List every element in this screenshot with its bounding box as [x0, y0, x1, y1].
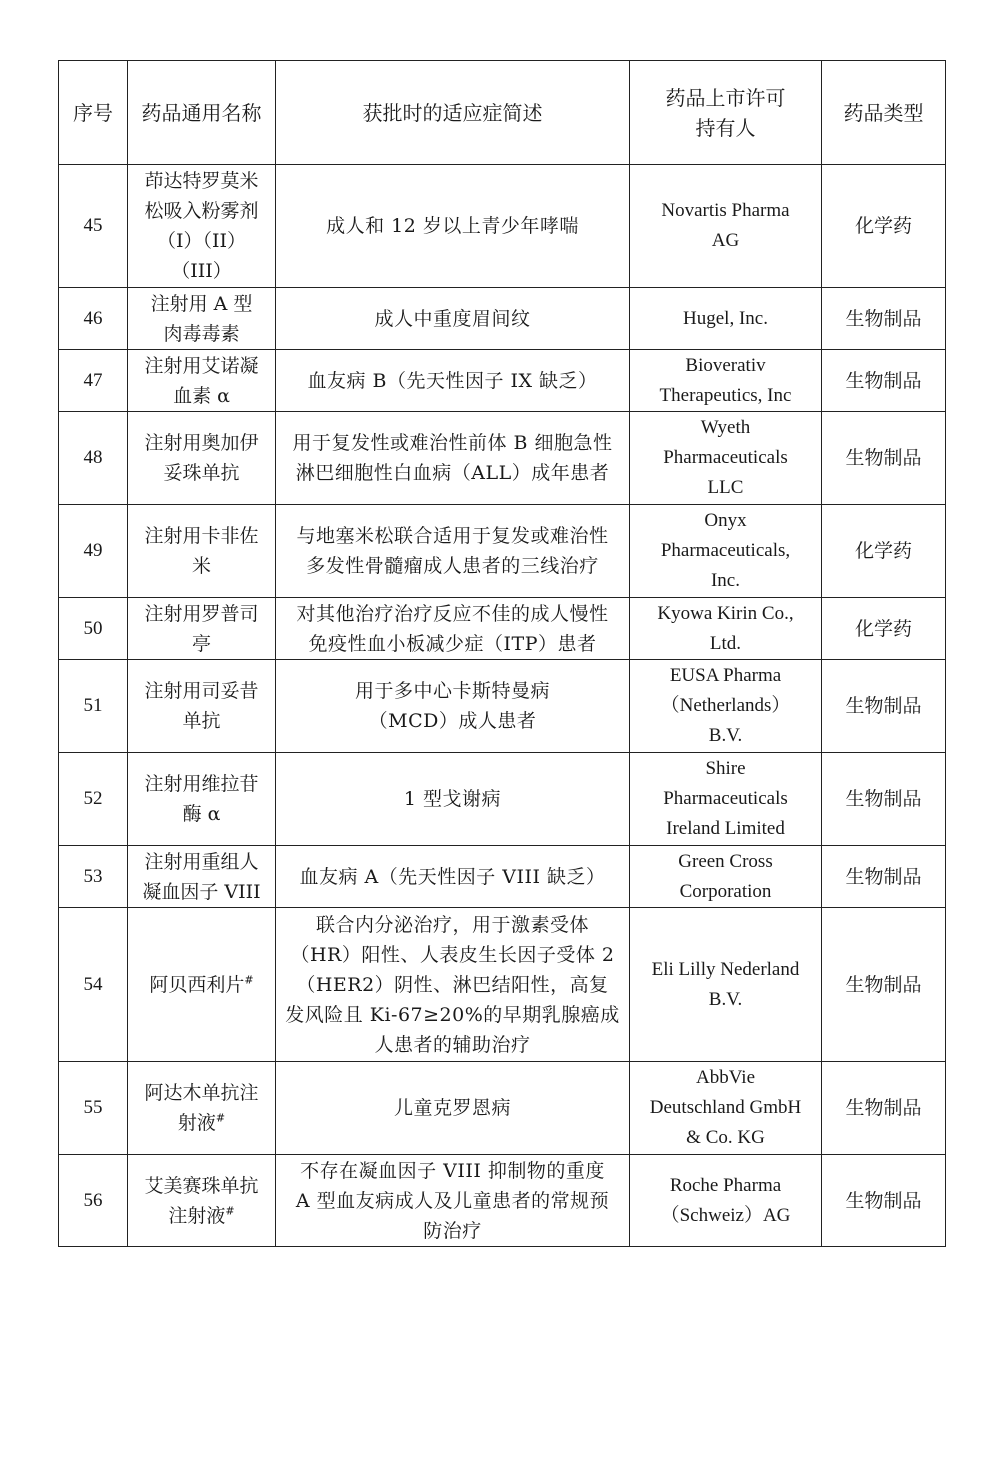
cell-drug-name-text: 注射用艾诺凝 血素 α	[144, 354, 259, 407]
cell-type-text: 生物制品	[845, 865, 922, 888]
cell-indication-text: 用于多中心卡斯特曼病 （MCD）成人患者	[354, 680, 550, 732]
cell-drug-name	[128, 288, 276, 350]
cell-no-text: 56	[83, 1189, 103, 1211]
cell-holder-text: Eli Lilly Nederland B.V.	[651, 958, 800, 1010]
cell-holder	[630, 598, 822, 660]
header-row	[59, 61, 946, 165]
cell-type	[822, 753, 946, 846]
cell-type	[822, 598, 946, 660]
cell-holder-text: Green Cross Corporation	[678, 850, 773, 902]
cell-no-text: 47	[83, 369, 103, 391]
cell-drug-name-text: 艾美赛珠单抗 注射液	[144, 1174, 259, 1227]
cell-holder	[630, 908, 822, 1062]
cell-drug-name	[128, 505, 276, 598]
cell-indication-text: 血友病 A（先天性因子 VIII 缺乏）	[299, 865, 606, 888]
cell-holder-text: Shire Pharmaceuticals Ireland Limited	[663, 758, 788, 839]
cell-drug-name	[128, 908, 276, 1062]
cell-holder	[630, 165, 822, 288]
cell-type	[822, 412, 946, 505]
cell-type	[822, 908, 946, 1062]
cell-no	[59, 908, 128, 1062]
cell-drug-name-text: 注射用罗普司 亭	[144, 602, 259, 655]
cell-indication	[276, 505, 630, 598]
cell-indication-text: 联合内分泌治疗，用于激素受体 （HR）阳性、人表皮生长因子受体 2 （HER2）阴性、淋巴结阳性，高复 发风险且 Ki-67≥20%的早期乳腺癌成 人患者的辅助治疗	[285, 913, 620, 1056]
cell-indication	[276, 660, 630, 753]
cell-type	[822, 165, 946, 288]
cell-drug-name-text: 注射用奥加伊 妥珠单抗	[144, 432, 259, 484]
cell-type-text: 生物制品	[845, 1189, 922, 1212]
cell-indication	[276, 350, 630, 412]
cell-no	[59, 753, 128, 846]
cell-no	[59, 505, 128, 598]
cell-indication	[276, 288, 630, 350]
cell-indication	[276, 908, 630, 1062]
cell-indication	[276, 753, 630, 846]
cell-drug-name-text: 阿达木单抗注 射液	[144, 1082, 259, 1134]
drug-approval-table	[58, 60, 946, 1247]
cell-holder	[630, 350, 822, 412]
cell-no	[59, 412, 128, 505]
table-body	[59, 165, 946, 1247]
cell-no-text: 45	[83, 215, 103, 236]
cell-indication-text: 儿童克罗恩病	[393, 1097, 511, 1119]
cell-holder	[630, 1155, 822, 1247]
cell-holder	[630, 505, 822, 598]
cell-drug-name-text: 注射用维拉苷 酶 α	[144, 773, 259, 825]
cell-no	[59, 288, 128, 350]
cell-type-text: 生物制品	[845, 369, 922, 392]
cell-drug-name	[128, 350, 276, 412]
table-row	[59, 660, 946, 753]
cell-type-text: 生物制品	[845, 695, 922, 717]
cell-drug-name	[128, 165, 276, 288]
cell-type	[822, 288, 946, 350]
header-type: 药品类型	[822, 61, 946, 165]
cell-indication-text: 1 型戈谢病	[403, 788, 502, 810]
cell-indication	[276, 1155, 630, 1247]
cell-holder	[630, 846, 822, 908]
table-row	[59, 505, 946, 598]
cell-drug-name-text: 注射用 A 型 肉毒毒素	[150, 292, 253, 345]
cell-holder-text: Wyeth Pharmaceuticals LLC	[663, 417, 788, 498]
cell-type	[822, 1155, 946, 1247]
footnote-mark: #	[244, 973, 254, 987]
cell-indication	[276, 598, 630, 660]
table-row	[59, 1155, 946, 1247]
cell-indication-text: 成人中重度眉间纹	[374, 307, 531, 330]
cell-no-text: 49	[83, 540, 103, 561]
table-row	[59, 288, 946, 350]
footnote-mark: #	[225, 1204, 235, 1218]
cell-holder	[630, 412, 822, 505]
cell-type-text: 生物制品	[845, 973, 922, 996]
cell-indication-text: 成人和 12 岁以上青少年哮喘	[326, 215, 579, 237]
cell-holder-text: Hugel, Inc.	[683, 307, 768, 329]
cell-indication-text: 用于复发性或难治性前体 B 细胞急性 淋巴细胞性白血病（ALL）成年患者	[292, 432, 613, 484]
cell-no-text: 51	[83, 695, 103, 716]
cell-no-text: 48	[83, 447, 103, 468]
header-indication: 获批时的适应症简述	[276, 61, 630, 165]
cell-drug-name-text: 注射用司妥昔 单抗	[144, 680, 259, 732]
cell-no-text: 54	[83, 973, 103, 995]
cell-indication-text: 与地塞米松联合适用于复发或难治性 多发性骨髓瘤成人患者的三线治疗	[296, 525, 609, 577]
cell-no	[59, 660, 128, 753]
cell-no	[59, 598, 128, 660]
cell-indication-text: 不存在凝血因子 VIII 抑制物的重度 A 型血友病成人及儿童患者的常规预 防治疗	[295, 1159, 610, 1242]
cell-holder-text: Novartis Pharma AG	[661, 200, 790, 251]
cell-no-text: 55	[83, 1097, 103, 1118]
cell-no-text: 50	[83, 617, 103, 639]
cell-holder-text: EUSA Pharma （Netherlands） B.V.	[660, 665, 791, 746]
table-row	[59, 165, 946, 288]
cell-indication	[276, 846, 630, 908]
cell-type-text: 生物制品	[845, 447, 922, 469]
cell-indication	[276, 1062, 630, 1155]
cell-drug-name-text: 注射用重组人 凝血因子 VIII	[142, 850, 261, 903]
cell-type-text: 化学药	[854, 215, 912, 237]
cell-holder-text: Roche Pharma （Schweiz）AG	[660, 1174, 791, 1226]
header-no: 序号	[59, 61, 128, 165]
cell-holder	[630, 753, 822, 846]
cell-drug-name	[128, 660, 276, 753]
cell-type-text: 化学药	[854, 617, 912, 640]
cell-holder-text: Bioverativ Therapeutics, Inc	[659, 354, 792, 406]
cell-no	[59, 846, 128, 908]
cell-no	[59, 1155, 128, 1247]
cell-type-text: 生物制品	[845, 1097, 922, 1119]
cell-no	[59, 350, 128, 412]
table-row	[59, 598, 946, 660]
cell-drug-name	[128, 1155, 276, 1247]
cell-indication	[276, 165, 630, 288]
cell-type	[822, 846, 946, 908]
cell-no	[59, 1062, 128, 1155]
cell-drug-name-text: 注射用卡非佐 米	[144, 525, 259, 577]
cell-indication-text: 对其他治疗治疗反应不佳的成人慢性 免疫性血小板减少症（ITP）患者	[296, 602, 609, 655]
cell-no	[59, 165, 128, 288]
table-row	[59, 846, 946, 908]
cell-holder-text: Kyowa Kirin Co., Ltd.	[657, 602, 794, 654]
cell-drug-name-text: 阿贝西利片	[149, 973, 245, 996]
cell-indication-text: 血友病 B（先天性因子 IX 缺乏）	[307, 369, 598, 392]
table-row	[59, 753, 946, 846]
cell-holder	[630, 288, 822, 350]
cell-drug-name	[128, 1062, 276, 1155]
table-row	[59, 1062, 946, 1155]
cell-indication	[276, 412, 630, 505]
cell-type	[822, 350, 946, 412]
cell-drug-name	[128, 598, 276, 660]
table-row	[59, 908, 946, 1062]
cell-no-text: 46	[83, 307, 103, 329]
cell-type-text: 化学药	[854, 540, 912, 562]
cell-type	[822, 1062, 946, 1155]
cell-no-text: 52	[83, 788, 103, 809]
cell-no-text: 53	[83, 865, 103, 887]
cell-type-text: 生物制品	[845, 788, 922, 810]
cell-holder	[630, 1062, 822, 1155]
cell-type	[822, 505, 946, 598]
header-holder: 药品上市许可 持有人	[630, 61, 822, 165]
table-row	[59, 350, 946, 412]
cell-drug-name-text: 茚达特罗莫米 松吸入粉雾剂 （I）（II） （III）	[144, 170, 259, 282]
cell-drug-name	[128, 846, 276, 908]
cell-drug-name	[128, 412, 276, 505]
cell-drug-name	[128, 753, 276, 846]
cell-holder	[630, 660, 822, 753]
cell-holder-text: AbbVie Deutschland GmbH & Co. KG	[649, 1067, 802, 1148]
cell-type	[822, 660, 946, 753]
table-row	[59, 412, 946, 505]
cell-type-text: 生物制品	[845, 307, 922, 330]
cell-holder-text: Onyx Pharmaceuticals, Inc.	[660, 510, 791, 591]
header-name: 药品通用名称	[128, 61, 276, 165]
footnote-mark: #	[215, 1111, 226, 1125]
